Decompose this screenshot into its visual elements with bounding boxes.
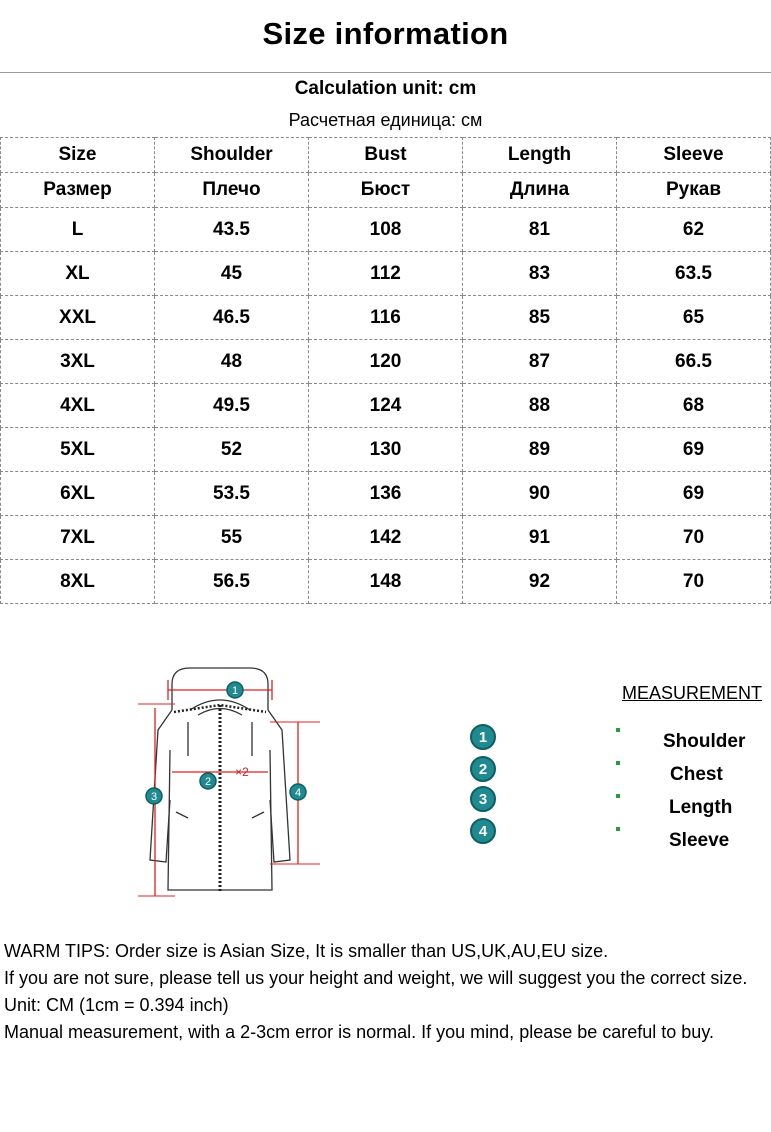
header-cell: Размер — [1, 173, 155, 208]
legend-number-column — [470, 724, 500, 844]
table-cell: 62 — [617, 208, 771, 252]
table-row — [1, 560, 771, 604]
table-cell: 136 — [309, 472, 463, 516]
table-cell: 56.5 — [155, 560, 309, 604]
marker-2-label: 2 — [204, 776, 212, 788]
unit-label-ru: Расчетная единица: см — [288, 110, 483, 130]
table-cell: 69 — [617, 472, 771, 516]
table-cell: 108 — [309, 208, 463, 252]
table-cell: 120 — [309, 340, 463, 384]
header-cell: Sleeve — [617, 138, 771, 173]
table-cell: 88 — [463, 384, 617, 428]
table-cell: 70 — [617, 560, 771, 604]
table-row — [1, 428, 771, 472]
legend-item-length: Length — [669, 797, 733, 818]
header-cell: Size — [1, 138, 155, 173]
tip-line: WARM TIPS: Order size is Asian Size, It is smaller than US,UK,AU,EU size. — [4, 941, 609, 961]
table-cell: 7XL — [1, 516, 155, 560]
chest-x2-label: ×2 — [235, 765, 249, 779]
table-cell: 65 — [617, 296, 771, 340]
warm-tips — [4, 938, 769, 1046]
marker-4-label: 4 — [294, 787, 302, 799]
table-cell: L — [1, 208, 155, 252]
table-row — [1, 340, 771, 384]
table-cell: XL — [1, 252, 155, 296]
table-cell: 124 — [309, 384, 463, 428]
tip-line: If you are not sure, please tell us your height and weight, we will suggest you the correct size. — [4, 968, 748, 988]
table-cell: 49.5 — [155, 384, 309, 428]
unit-label-en: Calculation unit: cm — [294, 78, 477, 99]
table-cell: 6XL — [1, 472, 155, 516]
table-cell: 66.5 — [617, 340, 771, 384]
legend-number: 1 — [470, 724, 496, 750]
table-cell: 55 — [155, 516, 309, 560]
table-header-row-en — [1, 138, 771, 173]
table-row — [1, 296, 771, 340]
marker-1-label: 1 — [231, 685, 239, 697]
table-cell: 69 — [617, 428, 771, 472]
table-cell: 43.5 — [155, 208, 309, 252]
table-row — [1, 472, 771, 516]
marker-3-label: 3 — [150, 791, 158, 803]
table-cell: XXL — [1, 296, 155, 340]
table-cell: 68 — [617, 384, 771, 428]
header-cell: Длина — [463, 173, 617, 208]
legend-item-chest: Chest — [670, 764, 723, 785]
table-cell: 3XL — [1, 340, 155, 384]
jacket-measurement-diagram — [130, 660, 330, 905]
table-cell: 130 — [309, 428, 463, 472]
header-cell: Length — [463, 138, 617, 173]
header-cell: Bust — [309, 138, 463, 173]
header-cell: Бюст — [309, 173, 463, 208]
table-cell: 5XL — [1, 428, 155, 472]
table-cell: 53.5 — [155, 472, 309, 516]
title-divider — [0, 72, 771, 73]
bullet-icon — [616, 728, 620, 732]
header-cell: Shoulder — [155, 138, 309, 173]
table-cell: 45 — [155, 252, 309, 296]
table-cell: 52 — [155, 428, 309, 472]
table-cell: 148 — [309, 560, 463, 604]
tip-line: Manual measurement, with a 2-3cm error is normal. If you mind, please be careful to buy. — [4, 1022, 714, 1042]
table-cell: 91 — [463, 516, 617, 560]
legend-number: 4 — [470, 818, 496, 844]
header-cell: Плечо — [155, 173, 309, 208]
table-cell: 85 — [463, 296, 617, 340]
table-cell: 112 — [309, 252, 463, 296]
table-cell: 63.5 — [617, 252, 771, 296]
legend-number: 3 — [470, 786, 496, 812]
table-cell: 92 — [463, 560, 617, 604]
tip-line: Unit: CM (1cm = 0.394 inch) — [4, 995, 229, 1015]
table-cell: 70 — [617, 516, 771, 560]
table-header-row-ru — [1, 173, 771, 208]
table-cell: 81 — [463, 208, 617, 252]
table-cell: 46.5 — [155, 296, 309, 340]
legend-item-sleeve: Sleeve — [669, 830, 730, 851]
bullet-icon — [616, 761, 620, 765]
table-cell: 90 — [463, 472, 617, 516]
measurement-title: MEASUREMENT — [622, 683, 763, 703]
bullet-icon — [616, 794, 620, 798]
bullet-icon — [616, 827, 620, 831]
legend-number: 2 — [470, 756, 496, 782]
legend-item-shoulder: Shoulder — [663, 731, 746, 752]
table-cell: 48 — [155, 340, 309, 384]
table-cell: 8XL — [1, 560, 155, 604]
table-row — [1, 516, 771, 560]
header-cell: Рукав — [617, 173, 771, 208]
table-row — [1, 208, 771, 252]
table-row — [1, 384, 771, 428]
table-row — [1, 252, 771, 296]
table-cell: 116 — [309, 296, 463, 340]
table-cell: 142 — [309, 516, 463, 560]
page-title: Size information — [262, 16, 509, 51]
table-cell: 87 — [463, 340, 617, 384]
table-cell: 89 — [463, 428, 617, 472]
table-cell: 83 — [463, 252, 617, 296]
table-cell: 4XL — [1, 384, 155, 428]
size-table — [0, 137, 771, 604]
